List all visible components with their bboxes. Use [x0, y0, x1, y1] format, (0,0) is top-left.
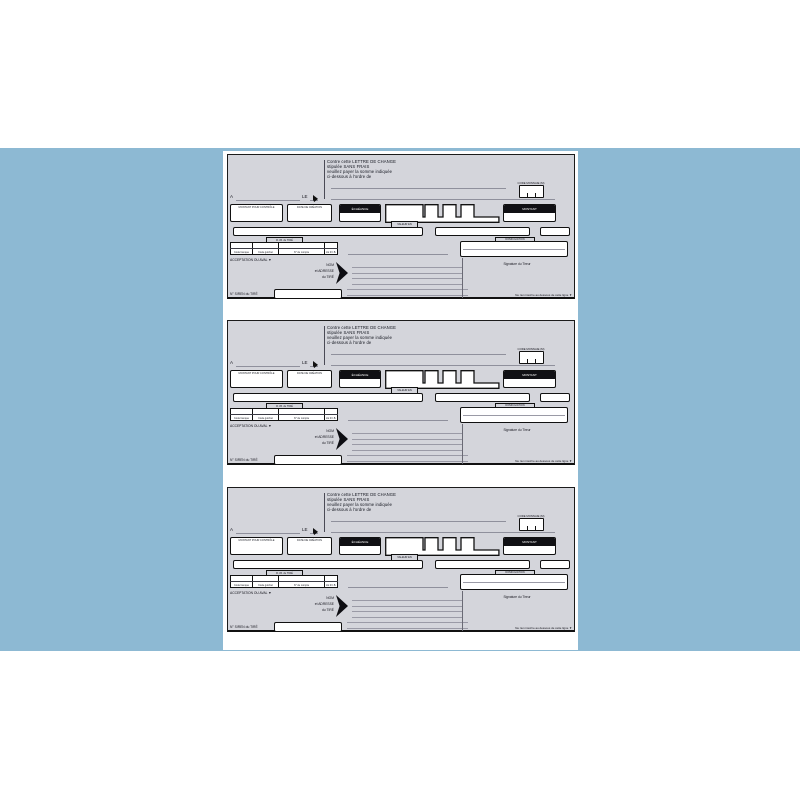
- due-date-header: ÉCHÉANCE: [340, 371, 380, 379]
- rib-cell-key: clé R.I.B.: [324, 243, 337, 254]
- reference-box-medium: [435, 560, 530, 569]
- domiciliation-box: [460, 574, 568, 590]
- address-writing-line: [352, 450, 462, 451]
- drawee-name-address-label: [288, 596, 334, 614]
- lettre-de-change-form: [227, 320, 575, 465]
- payment-clause-text: [327, 493, 447, 513]
- date-pointer-arrow-icon: [313, 361, 318, 368]
- address-writing-line: [352, 611, 462, 612]
- drawer-signature-label: Signature du Tireur: [503, 595, 531, 599]
- clause-line-1: Contre cette LETTRE DE CHANGE: [327, 325, 396, 330]
- rib-table-divider: [230, 414, 338, 415]
- amount-control-label: MONTANT POUR CONTRÔLE: [238, 539, 275, 542]
- rib-cell-bank: Code banque: [233, 250, 249, 254]
- payee-writing-line-2: [331, 532, 555, 533]
- rib-cell-branch: Code guichet: [252, 409, 278, 420]
- reference-box-long: [233, 227, 423, 236]
- address-writing-line: [347, 455, 468, 456]
- date-pointer-arrow-icon: [313, 195, 318, 202]
- nom-line-3: du TIRÉ: [321, 274, 334, 279]
- reference-box-small: [540, 560, 570, 569]
- drawee-name-address-label: [288, 429, 334, 447]
- nom-line-3: du TIRÉ: [321, 607, 334, 612]
- currency-code-box: [519, 185, 544, 198]
- nom-line-1: NOM: [326, 596, 334, 600]
- payment-clause-text: [327, 160, 447, 180]
- creation-date-label: DATE DE CRÉATION: [297, 372, 322, 375]
- amount-control-label: MONTANT POUR CONTRÔLE: [238, 206, 275, 209]
- amount-box: [503, 204, 556, 222]
- rib-table-divider: [230, 581, 338, 582]
- domiciliation-header: DOMICILIATION: [495, 403, 535, 408]
- nom-line-2: et ADRESSE: [314, 434, 334, 439]
- payment-clause-text: [327, 326, 447, 346]
- due-date-header: ÉCHÉANCE: [340, 538, 380, 546]
- clause-line-2: stipulée SANS FRAIS: [327, 329, 370, 335]
- address-writing-line: [352, 606, 462, 607]
- date-label: LE: [302, 527, 308, 532]
- currency-box-tick: [535, 526, 536, 530]
- due-date-box: [339, 370, 381, 388]
- creation-date-label: DATE DE CRÉATION: [297, 539, 322, 542]
- currency-code-label: CODE MONNAIE (M): [517, 514, 545, 518]
- rib-table-header: R.I.B. du TIRÉ: [266, 570, 303, 576]
- payee-writing-line-2: [331, 365, 555, 366]
- currency-box-tick: [535, 359, 536, 363]
- acceptation-label: ACCEPTATION OU AVAL ▼: [230, 591, 272, 595]
- amount-value-tab: VALEUR EN: [391, 387, 418, 395]
- amount-box: [503, 370, 556, 388]
- amount-control-box: [230, 204, 283, 222]
- reference-box-small: [540, 393, 570, 402]
- due-date-box: [339, 537, 381, 555]
- rib-table-divider: [230, 248, 338, 249]
- currency-code-label: CODE MONNAIE (M): [517, 347, 545, 351]
- creation-date-box: [287, 204, 332, 222]
- creation-date-box: [287, 537, 332, 555]
- domiciliation-writing-line: [463, 249, 565, 250]
- creation-date-label: DATE DE CRÉATION: [297, 206, 322, 209]
- rib-cell-key: clé R.I.B.: [324, 576, 337, 587]
- place-label: A: [230, 194, 234, 199]
- siren-entry-box: [274, 289, 342, 299]
- clause-line-4: ci-dessous à l'ordre de: [327, 506, 372, 512]
- address-writing-line: [352, 439, 462, 440]
- date-pointer-arrow-icon: [313, 528, 318, 535]
- address-writing-line: [352, 284, 462, 285]
- footer-warning-note: Ne rien inscrire au dessous de cette ligne ▼: [515, 292, 572, 297]
- rib-cell-key: clé R.I.B.: [324, 409, 337, 420]
- rib-cell-branch: Code guichet: [252, 576, 278, 587]
- clause-line-2: stipulée SANS FRAIS: [327, 163, 370, 169]
- footer-warning-note: Ne rien inscrire au dessous de cette ligne ▼: [515, 458, 572, 463]
- address-writing-line: [347, 461, 468, 462]
- intro-bracket-line: [324, 160, 325, 199]
- reference-box-small: [540, 227, 570, 236]
- clause-line-4: ci-dessous à l'ordre de: [327, 339, 372, 345]
- clause-line-3: veuillez payer la somme indiquée: [327, 168, 393, 174]
- address-writing-line: [352, 444, 462, 445]
- amount-header: MONTANT: [504, 538, 555, 546]
- domiciliation-writing-line: [463, 415, 565, 416]
- lettre-de-change-form: [227, 487, 575, 632]
- clause-line-1: Contre cette LETTRE DE CHANGE: [327, 159, 396, 164]
- currency-code-label: CODE MONNAIE (M): [517, 181, 545, 185]
- signature-zone-divider: [462, 591, 463, 631]
- drawee-arrow-icon: [336, 262, 348, 284]
- date-label: LE: [302, 360, 308, 365]
- currency-box-tick: [527, 359, 528, 363]
- lettre-de-change-form-3: [227, 487, 575, 632]
- rib-table-header: R.I.B. du TIRÉ: [266, 237, 303, 243]
- address-writing-line: [352, 278, 462, 279]
- rib-table-header: R.I.B. du TIRÉ: [266, 403, 303, 409]
- clause-line-3: veuillez payer la somme indiquée: [327, 501, 393, 507]
- reference-box-long: [233, 560, 423, 569]
- address-writing-line: [352, 600, 462, 601]
- address-writing-line: [347, 289, 468, 290]
- place-writing-line: [236, 533, 300, 534]
- rib-cell-account: N° de compte: [278, 243, 324, 254]
- reference-box-medium: [435, 227, 530, 236]
- clause-line-3: veuillez payer la somme indiquée: [327, 334, 393, 340]
- payee-writing-line-2: [331, 199, 555, 200]
- drawee-name-address-label: [288, 263, 334, 281]
- rib-cell-account: N° de compte: [278, 409, 324, 420]
- due-date-box: [339, 204, 381, 222]
- currency-box-tick: [535, 193, 536, 197]
- drawer-signature-label: Signature du Tireur: [503, 262, 531, 266]
- lettre-de-change-form-1: [227, 154, 575, 299]
- currency-code-box: [519, 351, 544, 364]
- domiciliation-box: [460, 407, 568, 423]
- payee-writing-line-1: [331, 188, 506, 189]
- siren-label: N° SIREN du TIRÉ: [230, 625, 258, 629]
- reference-box-medium: [435, 393, 530, 402]
- clause-line-1: Contre cette LETTRE DE CHANGE: [327, 492, 396, 497]
- amount-control-box: [230, 537, 283, 555]
- place-writing-line: [236, 366, 300, 367]
- place-label: A: [230, 527, 234, 532]
- date-label: LE: [302, 194, 308, 199]
- nom-line-3: du TIRÉ: [321, 440, 334, 445]
- rib-table: [230, 408, 338, 421]
- aval-writing-line: [348, 420, 448, 421]
- drawee-arrow-icon: [336, 595, 348, 617]
- acceptation-label: ACCEPTATION OU AVAL ▼: [230, 258, 272, 262]
- domiciliation-header: DOMICILIATION: [495, 237, 535, 242]
- place-label: A: [230, 360, 234, 365]
- address-writing-line: [352, 617, 462, 618]
- lettre-de-change-form-2: [227, 320, 575, 465]
- place-writing-line: [236, 200, 300, 201]
- rib-cell-bank: Code banque: [233, 416, 249, 420]
- lettre-de-change-form: [227, 154, 575, 299]
- amount-box: [503, 537, 556, 555]
- amount-header: MONTANT: [504, 371, 555, 379]
- address-writing-line: [352, 433, 462, 434]
- signature-zone-divider: [462, 424, 463, 464]
- aval-writing-line: [348, 587, 448, 588]
- creation-date-box: [287, 370, 332, 388]
- rib-table: [230, 242, 338, 255]
- drawer-signature-label: Signature du Tireur: [503, 428, 531, 432]
- payee-writing-line-1: [331, 354, 506, 355]
- nom-line-1: NOM: [326, 429, 334, 433]
- footer-warning-note: Ne rien inscrire au dessous de cette ligne ▼: [515, 625, 572, 630]
- currency-code-box: [519, 518, 544, 531]
- payee-writing-line-1: [331, 521, 506, 522]
- address-writing-line: [352, 273, 462, 274]
- drawee-arrow-icon: [336, 428, 348, 450]
- amount-value-tab: VALEUR EN: [391, 221, 418, 229]
- acceptation-label: ACCEPTATION OU AVAL ▼: [230, 424, 272, 428]
- amount-value-tab: VALEUR EN: [391, 554, 418, 562]
- address-writing-line: [352, 267, 462, 268]
- signature-zone-divider: [462, 258, 463, 298]
- amount-header: MONTANT: [504, 205, 555, 213]
- siren-entry-box: [274, 622, 342, 632]
- currency-box-tick: [527, 526, 528, 530]
- address-writing-line: [347, 628, 468, 629]
- nom-line-2: et ADRESSE: [314, 601, 334, 606]
- aval-writing-line: [348, 254, 448, 255]
- rib-table: [230, 575, 338, 588]
- intro-bracket-line: [324, 493, 325, 532]
- clause-line-4: ci-dessous à l'ordre de: [327, 173, 372, 179]
- domiciliation-writing-line: [463, 582, 565, 583]
- due-date-header: ÉCHÉANCE: [340, 205, 380, 213]
- address-writing-line: [347, 295, 468, 296]
- nom-line-2: et ADRESSE: [314, 268, 334, 273]
- amount-control-label: MONTANT POUR CONTRÔLE: [238, 372, 275, 375]
- rib-cell-bank: Code banque: [233, 583, 249, 587]
- siren-label: N° SIREN du TIRÉ: [230, 292, 258, 296]
- intro-bracket-line: [324, 326, 325, 365]
- rib-cell-account: N° de compte: [278, 576, 324, 587]
- nom-line-1: NOM: [326, 263, 334, 267]
- domiciliation-box: [460, 241, 568, 257]
- currency-box-tick: [527, 193, 528, 197]
- rib-cell-branch: Code guichet: [252, 243, 278, 254]
- reference-box-long: [233, 393, 423, 402]
- domiciliation-header: DOMICILIATION: [495, 570, 535, 575]
- address-writing-line: [347, 622, 468, 623]
- clause-line-2: stipulée SANS FRAIS: [327, 496, 370, 502]
- siren-entry-box: [274, 455, 342, 465]
- siren-label: N° SIREN du TIRÉ: [230, 458, 258, 462]
- amount-control-box: [230, 370, 283, 388]
